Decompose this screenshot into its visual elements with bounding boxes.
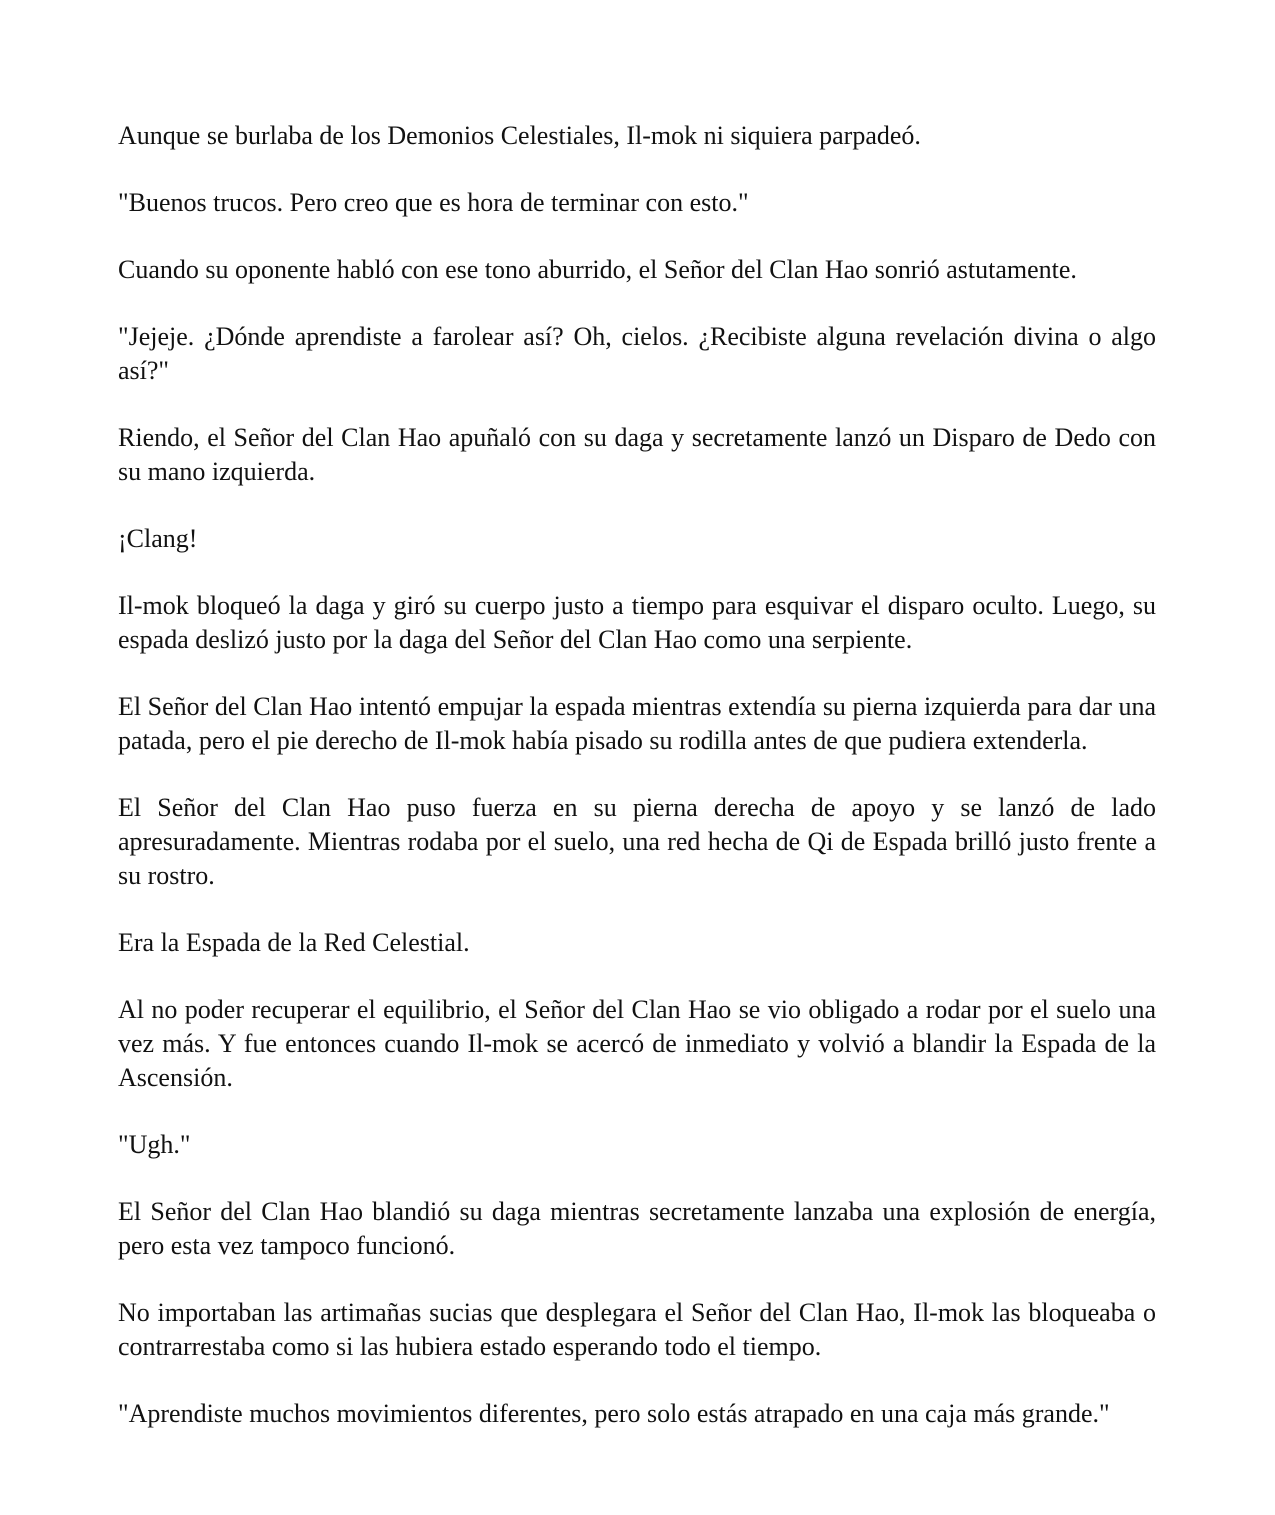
paragraph-12: "Ugh." bbox=[118, 1130, 191, 1159]
paragraph-2: "Buenos trucos. Pero creo que es hora de terminar con esto." bbox=[118, 188, 749, 217]
paragraph-7: Il-mok bloqueó la daga y giró su cuerpo justo a tiempo para esquivar el disparo oculto. Luego, su espada deslizó justo por la daga del Señor del Clan Hao como una serpiente. bbox=[118, 591, 1156, 654]
body-text bbox=[118, 119, 1156, 1431]
paragraph-14: No importaban las artimañas sucias que desplegara el Señor del Clan Hao, Il-mok las bloqueaba o contrarrestaba como si las hubiera estado esperando todo el tiempo. bbox=[118, 1298, 1156, 1361]
paragraph-10: Era la Espada de la Red Celestial. bbox=[118, 928, 470, 957]
paragraph-11: Al no poder recuperar el equilibrio, el Señor del Clan Hao se vio obligado a rodar por el suelo una vez más. Y fue entonces cuando Il-mok se acercó de inmediato y volvió a blandir la Espada de la Ascensión. bbox=[118, 995, 1156, 1092]
paragraph-15: "Aprendiste muchos movimientos diferentes, pero solo estás atrapado en una caja más grande." bbox=[118, 1399, 1110, 1428]
paragraph-1: Aunque se burlaba de los Demonios Celestiales, Il-mok ni siquiera parpadeó. bbox=[118, 121, 921, 150]
paragraph-13: El Señor del Clan Hao blandió su daga mientras secretamente lanzaba una explosión de energía, pero esta vez tampoco funcionó. bbox=[118, 1197, 1156, 1260]
paragraph-5: Riendo, el Señor del Clan Hao apuñaló con su daga y secretamente lanzó un Disparo de Dedo con su mano izquierda. bbox=[118, 423, 1156, 486]
paragraph-9: El Señor del Clan Hao puso fuerza en su pierna derecha de apoyo y se lanzó de lado apresuradamente. Mientras rodaba por el suelo, una red hecha de Qi de Espada brilló justo frente a su rostro. bbox=[118, 793, 1156, 890]
paragraph-3: Cuando su oponente habló con ese tono aburrido, el Señor del Clan Hao sonrió astutamente. bbox=[118, 255, 1077, 284]
paragraph-6: ¡Clang! bbox=[118, 524, 198, 553]
paragraph-8: El Señor del Clan Hao intentó empujar la espada mientras extendía su pierna izquierda para dar una patada, pero el pie derecho de Il-mok había pisado su rodilla antes de que pudiera extenderla. bbox=[118, 692, 1156, 755]
paragraph-4: "Jejeje. ¿Dónde aprendiste a farolear así? Oh, cielos. ¿Recibiste alguna revelación divina o algo así?" bbox=[118, 322, 1156, 385]
